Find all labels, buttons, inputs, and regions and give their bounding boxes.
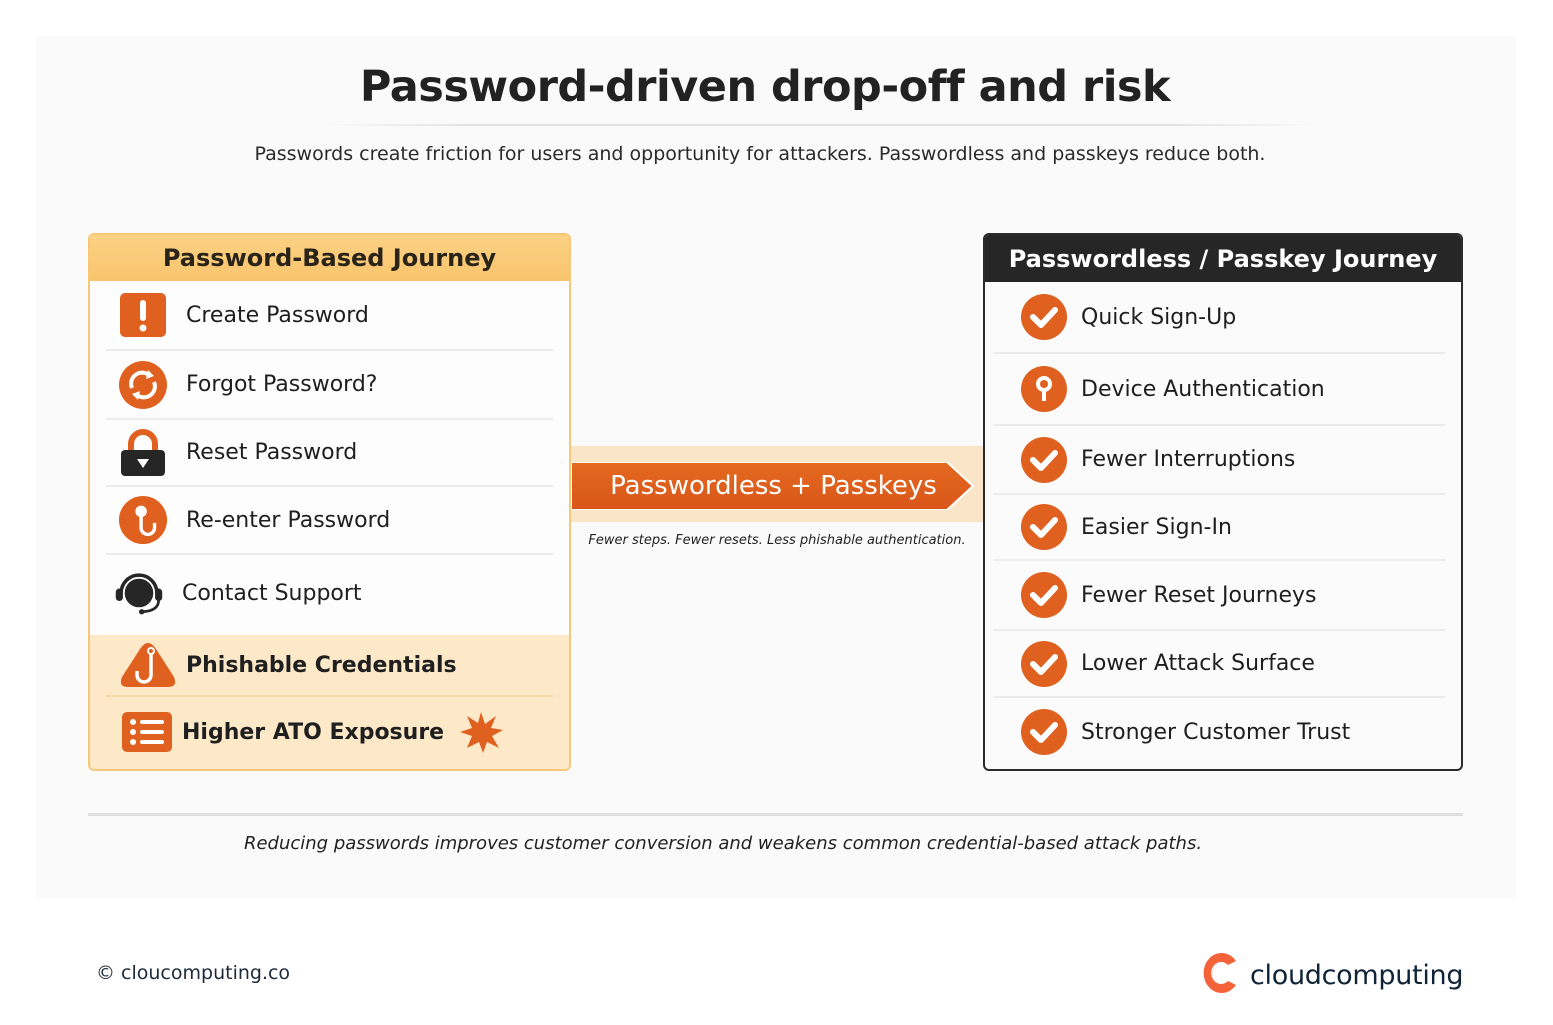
passwordless-journey-title: Passwordless / Passkey Journey xyxy=(985,235,1461,282)
burst-icon xyxy=(456,707,506,757)
check-icon xyxy=(1019,570,1069,620)
password-journey-title: Password-Based Journey xyxy=(90,235,569,281)
journey-step xyxy=(106,487,553,555)
journey-step xyxy=(106,420,553,487)
hook-icon xyxy=(118,495,168,545)
benefit-item xyxy=(993,282,1445,354)
benefit-label: Stronger Customer Trust xyxy=(1081,719,1351,745)
journey-step xyxy=(106,351,553,420)
benefit-item xyxy=(993,426,1445,495)
journey-step xyxy=(106,555,553,631)
check-icon xyxy=(1019,639,1069,689)
journey-step-label: Re-enter Password xyxy=(186,507,391,533)
brand-name: cloudcomputing xyxy=(1250,959,1464,991)
footer-divider xyxy=(88,813,1463,816)
benefit-item xyxy=(993,631,1445,698)
check-icon xyxy=(1019,292,1069,342)
benefit-label: Fewer Reset Journeys xyxy=(1081,582,1317,608)
transition-arrow: Passwordless + Passkeys xyxy=(610,471,937,501)
lock-icon xyxy=(118,428,168,478)
brand-logo[interactable] xyxy=(1200,951,1463,999)
benefit-item xyxy=(993,561,1445,631)
benefit-label: Device Authentication xyxy=(1081,376,1325,402)
check-icon xyxy=(1019,707,1069,757)
benefit-item xyxy=(993,495,1445,561)
list-icon xyxy=(120,707,174,757)
journey-step-label: Contact Support xyxy=(182,580,362,606)
benefit-label: Quick Sign-Up xyxy=(1081,304,1237,330)
benefit-label: Fewer Interruptions xyxy=(1081,447,1296,472)
alert-icon xyxy=(118,290,168,340)
title-divider xyxy=(320,124,1320,126)
journey-step-label: Create Password xyxy=(186,302,369,328)
passwordless-journey-panel xyxy=(983,233,1463,771)
page-subtitle: Passwords create friction for users and opportunity for attackers. Passwordless and passkeys reduce both. xyxy=(254,143,1266,165)
cloudcomputing-logo-icon xyxy=(1200,951,1240,999)
benefit-label: Lower Attack Surface xyxy=(1081,651,1315,676)
key-icon xyxy=(1019,364,1069,414)
benefit-item xyxy=(993,354,1445,426)
journey-step-label: Forgot Password? xyxy=(186,372,378,397)
journey-step xyxy=(106,281,553,351)
transition-caption: Fewer steps. Fewer resets. Less phishable authentication. xyxy=(588,533,966,548)
risk-section xyxy=(90,635,569,771)
risk-item xyxy=(106,697,553,767)
page-title: Password-driven drop-off and risk xyxy=(359,62,1171,112)
journey-step-label: Reset Password xyxy=(186,440,358,465)
risk-label: Phishable Credentials xyxy=(186,652,457,678)
check-icon xyxy=(1019,435,1069,485)
password-journey-panel xyxy=(88,233,571,771)
copyright-text: © cloucomputing.co xyxy=(96,962,291,984)
footer-note: Reducing passwords improves customer conversion and weakens common credential-based attack paths. xyxy=(243,833,1203,854)
headset-icon xyxy=(114,568,164,618)
risk-item xyxy=(106,635,553,697)
benefit-item xyxy=(993,698,1445,766)
benefit-label: Easier Sign-In xyxy=(1081,514,1232,540)
refresh-icon xyxy=(118,360,168,410)
check-icon xyxy=(1019,502,1069,552)
risk-label: Higher ATO Exposure xyxy=(182,719,445,745)
phishing-hook-icon xyxy=(118,640,178,690)
